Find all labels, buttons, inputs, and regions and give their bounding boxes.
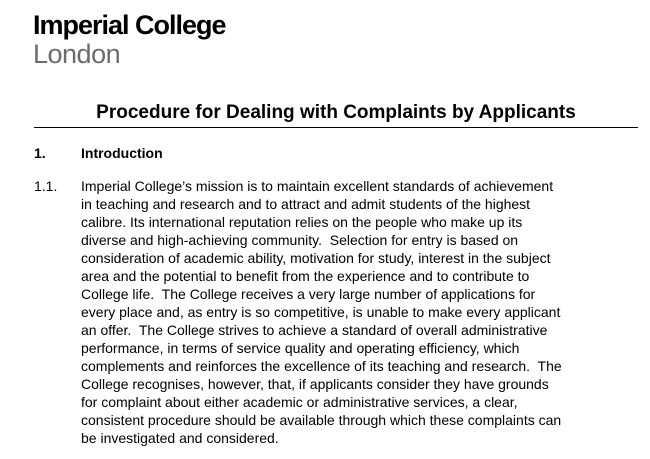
document-title: Procedure for Dealing with Complaints by Applicants [34,100,638,128]
paragraph-line: consideration of academic ability, motivation for study, interest in the subject [81,250,551,266]
section-number: 1. [34,145,46,161]
paragraph-line: Imperial College’s mission is to maintain excellent standards of achievement [81,178,554,194]
section-heading [34,144,163,162]
section-title: Introduction [81,145,163,161]
paragraph-line: an offer. The College strives to achieve a standard of overall administrative [81,322,548,338]
paragraph-body [81,177,641,447]
paragraph-line: every place and, as entry is so competitive, is unable to make every applicant [81,304,561,320]
paragraph-line: consistent procedure should be available through which these complaints can [81,412,562,428]
paragraph-line: in teaching and research and to attract and admit students of the highest [81,196,531,212]
paragraph-line: complements and reinforces the excellence of its teaching and research. The [81,358,562,374]
logo-line-london: London [33,39,121,69]
paragraph-line: performance, in terms of service quality and operating efficiency, which [81,340,520,356]
paragraph-line: for complaint about either academic or administrative services, a clear, [81,394,518,410]
paragraph-line: be investigated and considered. [81,430,279,446]
paragraph-line: College life. The College receives a very large number of applications for [81,286,536,302]
logo-line-imperial-college: Imperial College [33,10,226,40]
paragraph-line: area and the potential to benefit from the experience and to contribute to [81,268,530,284]
paragraph-number: 1.1. [34,178,58,194]
paragraph-line: diverse and high-achieving community. Selection for entry is based on [81,232,519,248]
paragraph-line: College recognises, however, that, if applicants consider they have grounds [81,376,549,392]
paragraph-line: calibre. Its international reputation relies on the people who make up its [81,214,523,230]
imperial-college-logo [33,10,226,68]
